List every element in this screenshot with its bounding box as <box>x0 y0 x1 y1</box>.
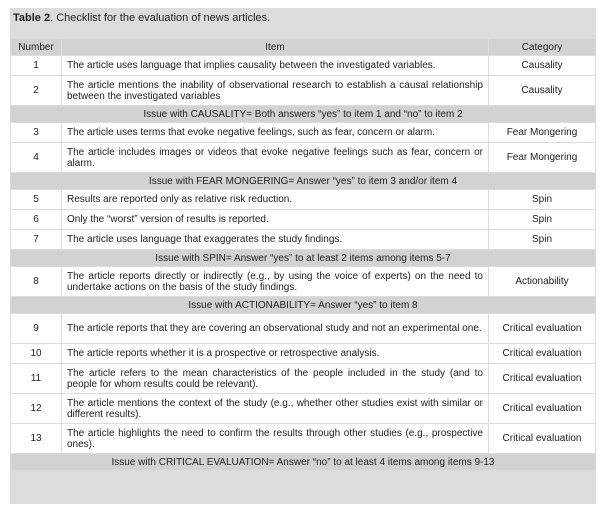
caption-text: . Checklist for the evaluation of news articles. <box>50 12 271 24</box>
row-category: Critical evaluation <box>488 424 595 453</box>
table-row <box>11 210 595 229</box>
row-number: 11 <box>11 364 61 393</box>
row-number: 7 <box>11 230 61 249</box>
row-item: The article uses terms that evoke negative feelings, such as fear, concern or alarm. <box>61 123 488 142</box>
row-category: Causality <box>488 56 595 75</box>
row-item: The article reports directly or indirectly (e.g., by using the voice of experts) on the need to undertake actions on the basis of the study findings. <box>61 267 488 296</box>
row-category: Critical evaluation <box>488 394 595 423</box>
row-number: 3 <box>11 123 61 142</box>
row-category: Actionability <box>488 267 595 296</box>
row-number: 9 <box>11 314 61 343</box>
row-number: 4 <box>11 143 61 172</box>
issue-text: Issue with SPIN= Answer “yes” to at least 2 items among items 5-7 <box>11 250 595 266</box>
row-item: The article mentions the context of the study (e.g., whether other studies exist with similar or different results). <box>61 394 488 423</box>
row-item: The article mentions the inability of observational research to establish a causal relationship between the investigated variables <box>61 76 488 105</box>
header-item: Item <box>61 39 488 55</box>
row-number: 5 <box>11 190 61 209</box>
row-category: Spin <box>488 190 595 209</box>
issue-text: Issue with CRITICAL EVALUATION= Answer “no” to at least 4 items among items 9-13 <box>11 454 595 470</box>
row-number: 13 <box>11 424 61 453</box>
row-item: The article includes images or videos that evoke negative feelings such as fear, concern or alarm. <box>61 143 488 172</box>
issue-row <box>11 250 595 266</box>
row-category: Critical evaluation <box>488 314 595 343</box>
table-row <box>11 230 595 249</box>
issue-row <box>11 106 595 122</box>
table-row <box>11 424 595 453</box>
header-row <box>11 39 595 55</box>
table-row <box>11 190 595 209</box>
row-category: Critical evaluation <box>488 344 595 363</box>
issue-text: Issue with ACTIONABILITY= Answer “yes” to item 8 <box>11 297 595 313</box>
issue-row <box>11 454 595 470</box>
row-item: The article uses language that exaggerates the study findings. <box>61 230 488 249</box>
table-row <box>11 394 595 423</box>
issue-text: Issue with CAUSALITY= Both answers “yes” to item 1 and “no” to item 2 <box>11 106 595 122</box>
issue-row <box>11 173 595 189</box>
header-number: Number <box>11 39 61 55</box>
table-row <box>11 314 595 343</box>
row-item: The article refers to the mean characteristics of the people included in the study (and to people for whom results could be relevant). <box>61 364 488 393</box>
row-category: Causality <box>488 76 595 105</box>
table-row <box>11 123 595 142</box>
table-row <box>11 143 595 172</box>
table-row <box>11 364 595 393</box>
checklist-table <box>11 38 595 471</box>
row-item: The article uses language that implies causality between the investigated variables. <box>61 56 488 75</box>
caption-label: Table 2 <box>13 12 51 24</box>
header-category: Category <box>488 39 595 55</box>
row-category: Fear Mongering <box>488 143 595 172</box>
row-number: 1 <box>11 56 61 75</box>
row-number: 12 <box>11 394 61 423</box>
table-caption <box>13 11 270 26</box>
row-item: The article highlights the need to confirm the results through other studies (e.g., prospective ones). <box>61 424 488 453</box>
row-number: 10 <box>11 344 61 363</box>
row-item: Only the “worst” version of results is reported. <box>61 210 488 229</box>
issue-row <box>11 297 595 313</box>
row-number: 8 <box>11 267 61 296</box>
row-item: The article reports that they are covering an observational study and not an experimental one. <box>61 314 488 343</box>
row-category: Fear Mongering <box>488 123 595 142</box>
row-item: Results are reported only as relative risk reduction. <box>61 190 488 209</box>
row-category: Spin <box>488 230 595 249</box>
row-number: 6 <box>11 210 61 229</box>
issue-text: Issue with FEAR MONGERING= Answer “yes” to item 3 and/or item 4 <box>11 173 595 189</box>
table-row <box>11 267 595 296</box>
row-number: 2 <box>11 76 61 105</box>
row-category: Spin <box>488 210 595 229</box>
table-row <box>11 56 595 75</box>
row-category: Critical evaluation <box>488 364 595 393</box>
table-row <box>11 344 595 363</box>
table-row <box>11 76 595 105</box>
row-item: The article reports whether it is a prospective or retrospective analysis. <box>61 344 488 363</box>
